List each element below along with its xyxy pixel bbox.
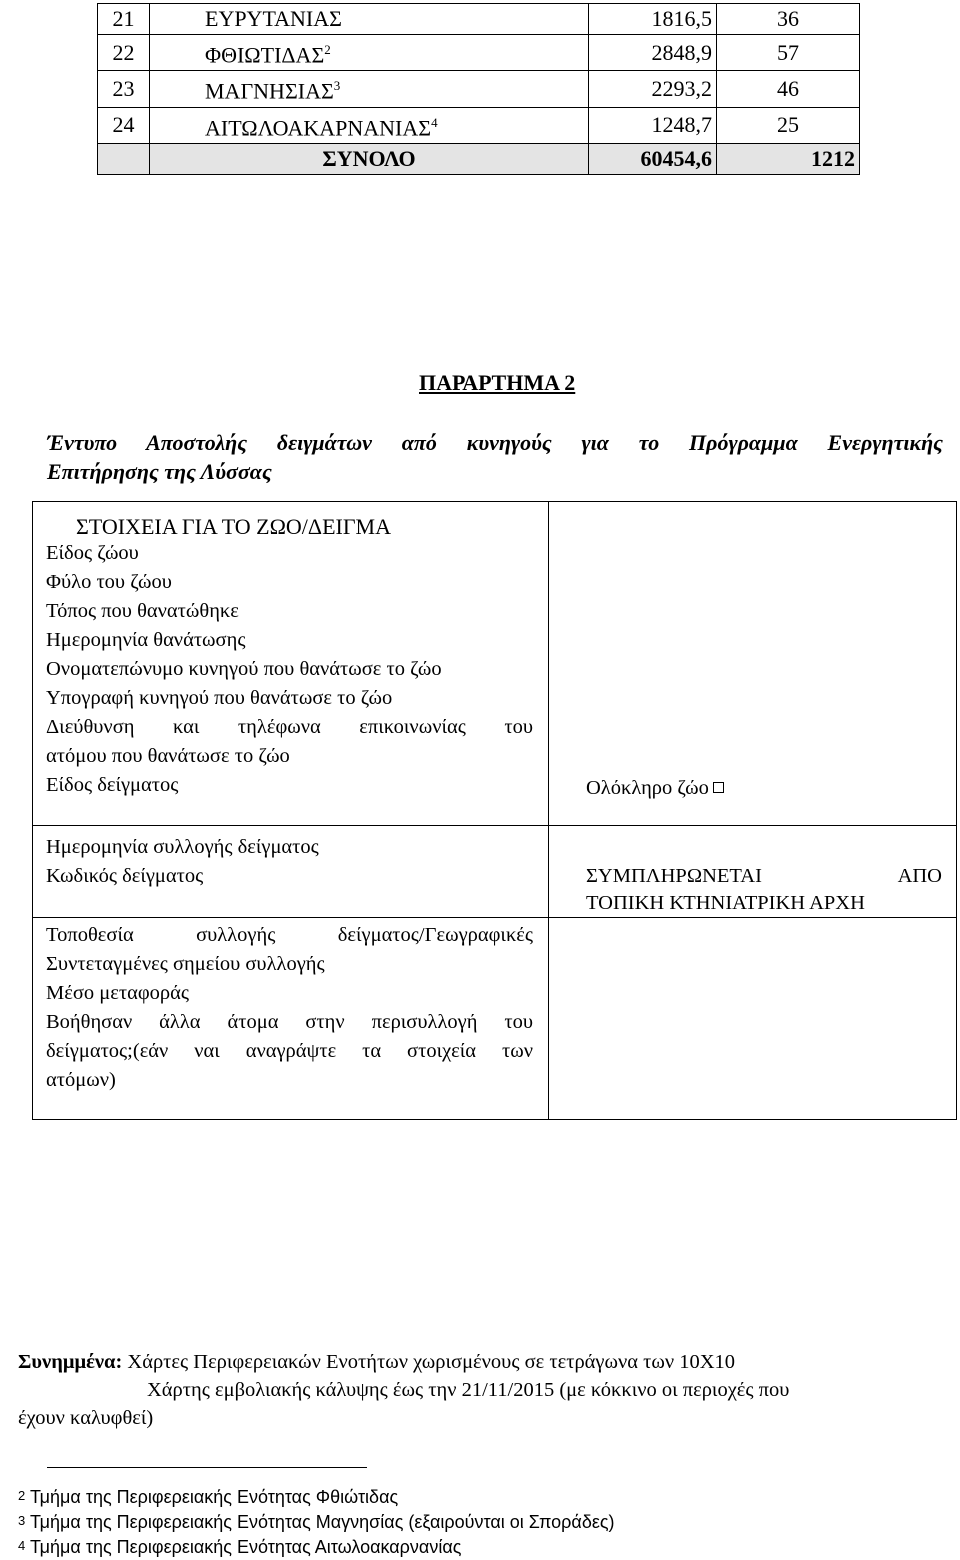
row-divider: [33, 917, 956, 918]
total-area: 60454,6: [589, 143, 717, 174]
form-title-line2: Επιτήρησης της Λύσσας: [47, 459, 272, 484]
table-row: [98, 71, 860, 107]
column-divider: [548, 502, 549, 1119]
region-area: 1816,5: [589, 4, 717, 35]
region-name-text: ΦΘΙΩΤΙΔΑΣ: [205, 42, 325, 68]
row-number: 23: [98, 71, 150, 107]
footnote: [18, 1484, 615, 1509]
field-sample-code: Κωδικός δείγματος: [46, 865, 204, 887]
attachment-item-1: [18, 1348, 918, 1376]
footnote-ref: 4: [431, 114, 438, 130]
region-name: [150, 71, 589, 107]
footnote-text: Τμήμα της Περιφερειακής Ενότητας Μαγνησίας (εξαιρούνται οι Σποράδες): [30, 1512, 615, 1532]
total-row: [98, 143, 860, 174]
attachment-item-2-line2: έχουν καλυφθεί): [18, 1407, 154, 1429]
vet-note-line1: ΣΥΜΠΛΗΡΩΝΕΤΑΙ ΑΠΟ: [586, 865, 942, 887]
field-helpers-line2: δείγματος;(εάν ναι αναγράψτε τα στοιχεία των: [46, 1040, 533, 1062]
sample-form: [32, 501, 957, 1120]
region-count: 46: [717, 71, 860, 107]
attachments: [18, 1348, 918, 1432]
region-name: [150, 107, 589, 143]
section-heading: ΣΤΟΙΧΕΙΑ ΓΙΑ ΤΟ ΖΩΟ/ΔΕΙΓΜΑ: [76, 514, 392, 539]
footnote-ref: 3: [333, 78, 341, 94]
footnote-text: Τμήμα της Περιφερειακής Ενότητας Αιτωλοακαρνανίας: [30, 1537, 462, 1557]
footnote: [18, 1509, 615, 1534]
total-count: 1212: [717, 143, 860, 174]
region-count: 25: [717, 107, 860, 143]
region-name: [150, 4, 589, 35]
footnote-number: 3: [18, 1513, 26, 1528]
region-name-text: ΑΙΤΩΛΟΑΚΑΡΝΑΝΙΑΣ: [205, 114, 432, 140]
footnote-separator: [47, 1467, 367, 1468]
field-date: Ημερομηνία θανάτωσης: [46, 629, 246, 651]
region-area: 1248,7: [589, 107, 717, 143]
region-table: [97, 3, 860, 175]
whole-animal-checkbox[interactable]: [713, 782, 724, 793]
field-sample-type: Είδος δείγματος: [46, 774, 179, 796]
vet-note: [586, 863, 942, 917]
attachments-label: Συνημμένα:: [18, 1351, 123, 1373]
field-collection-date: Ημερομηνία συλλογής δείγματος: [46, 836, 319, 858]
table-row: [98, 35, 860, 71]
region-area: 2293,2: [589, 71, 717, 107]
annex-title: ΠΑΡΑΡΤΗΜΑ 2: [419, 370, 576, 395]
table-row: [98, 107, 860, 143]
field-species: Είδος ζώου: [46, 542, 139, 564]
field-place: Τόπος που θανατώθηκε: [46, 600, 239, 622]
footnote-text: Τμήμα της Περιφερειακής Ενότητας Φθιώτιδας: [30, 1487, 399, 1507]
row-number: 22: [98, 35, 150, 71]
footnote-ref: 2: [324, 42, 331, 57]
field-location-line2: Συντεταγμένες σημείου συλλογής: [46, 953, 325, 975]
field-hunter-signature: Υπογραφή κυνηγού που θανάτωσε το ζώο: [46, 687, 393, 709]
region-name: [150, 35, 589, 71]
row-divider: [33, 825, 956, 826]
attachment-item-2-line1: Χάρτης εμβολιακής κάλυψης έως την 21/11/2015 (με κόκκινο οι περιοχές που: [147, 1379, 790, 1401]
whole-animal-option: [586, 775, 724, 802]
region-area: 2848,9: [589, 35, 717, 71]
total-label: ΣΥΝΟΛΟ: [150, 143, 589, 174]
row-number: 21: [98, 4, 150, 35]
region-count: 36: [717, 4, 860, 35]
field-address-line1: Διεύθυνση και τηλέφωνα επικοινωνίας του: [46, 716, 533, 738]
footnotes: [18, 1484, 615, 1559]
region-name-text: ΕΥΡΥΤΑΝΙΑΣ: [205, 6, 342, 31]
field-transport: Μέσο μεταφοράς: [46, 982, 190, 1004]
region-name-text: ΜΑΓΝΗΣΙΑΣ: [205, 78, 334, 104]
footnote-number: 2: [18, 1488, 26, 1503]
field-location-line1: Τοποθεσία συλλογής δείγματος/Γεωγραφικές: [46, 924, 533, 946]
footnote-number: 4: [18, 1538, 26, 1553]
vet-note-line2: ΤΟΠΙΚΗ ΚΤΗΝΙΑΤΡΙΚΗ ΑΡΧΗ: [586, 892, 865, 914]
field-hunter-name: Ονοματεπώνυμο κυνηγού που θανάτωσε το ζώο: [46, 658, 442, 680]
field-sex: Φύλο του ζώου: [46, 571, 172, 593]
field-helpers-line3: ατόμων): [46, 1069, 116, 1091]
region-count: 57: [717, 35, 860, 71]
form-title: [47, 428, 943, 486]
form-title-line1: Έντυπο Αποστολής δειγμάτων από κυνηγούς για το Πρόγραμμα Ενεργητικής: [47, 430, 943, 455]
row-number: 24: [98, 107, 150, 143]
footnote: [18, 1534, 615, 1559]
total-empty-cell: [98, 143, 150, 174]
whole-animal-label: Ολόκληρο ζώο: [586, 777, 709, 799]
attachment-item-1-text: Χάρτες Περιφερειακών Ενοτήτων χωρισμένους σε τετράγωνα των 10Χ10: [127, 1351, 736, 1373]
table-row: [98, 4, 860, 35]
field-address-line2: ατόμου που θανάτωσε το ζώο: [46, 745, 290, 767]
field-helpers-line1: Βοήθησαν άλλα άτομα στην περισυλλογή του: [46, 1011, 533, 1033]
